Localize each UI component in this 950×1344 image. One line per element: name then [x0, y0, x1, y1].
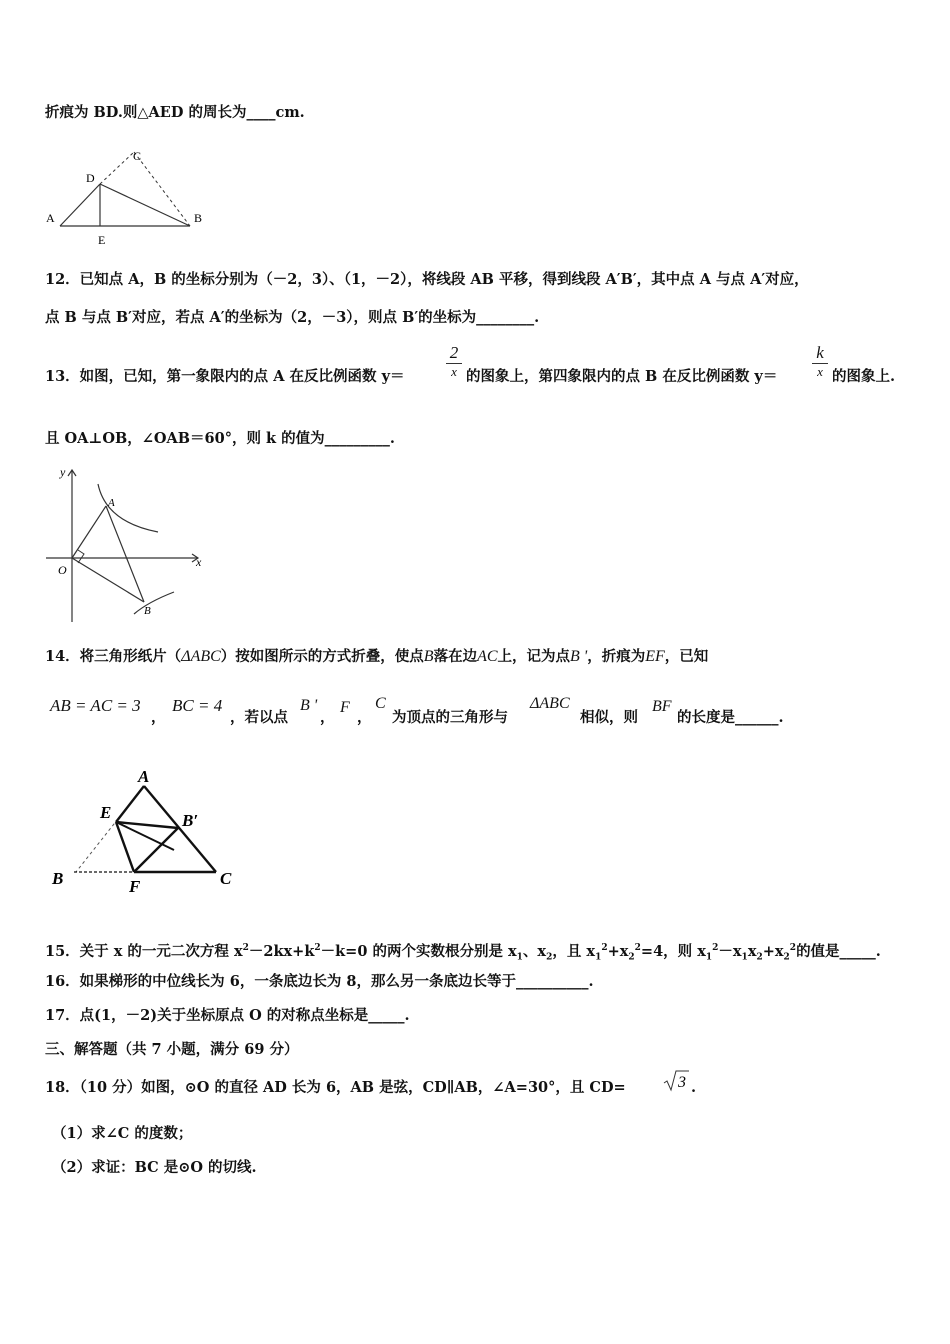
q14-line1-b: ）按如图所示的方式折叠，使点 [220, 648, 424, 665]
q14-line1-f: ，已知 [664, 648, 709, 665]
fig11-label-E: E [98, 233, 106, 247]
q15-sub-c: 1 [516, 952, 523, 963]
q14-point-bprime-2: B ' [300, 697, 318, 714]
q15-h: －x [718, 942, 742, 960]
q15-f: +x [607, 942, 629, 960]
q13-part2: 的图象上，第四象限内的点 B 在反比例函数 y＝ [466, 368, 778, 385]
q15-g: =4，则 x [640, 942, 706, 960]
q14-line1-a: 14．将三角形纸片（ [45, 648, 182, 665]
q15-e: ，且 x [552, 942, 596, 960]
q15-b: －2kx+k [248, 942, 315, 960]
q14-eq2: BC = 4 [172, 696, 223, 715]
q15-sup-f: 2 [634, 943, 641, 953]
q18-sub2: （2）求证：BC 是⊙O 的切线. [52, 1159, 257, 1176]
q14-point-b: B [423, 648, 434, 665]
q15-sub-e: 1 [595, 952, 602, 963]
q15-sub-h: 1 [741, 952, 748, 963]
figure-q13 [38, 462, 218, 632]
fig14-label-E: E [100, 803, 112, 822]
q14-line2-b: 为顶点的三角形与 [392, 709, 508, 726]
q14-segment-ef: EF [645, 648, 665, 665]
q15 [45, 938, 881, 968]
q13-frac2-denominator: x [817, 364, 823, 379]
q14-comma1: ， [151, 709, 166, 726]
q14-line1-e: ，折痕为 [587, 648, 646, 665]
figure-q14 [44, 762, 244, 898]
fig13-label-x: x [196, 555, 202, 569]
q14-line1-c: 落在边 [433, 648, 478, 665]
q13-part1: 13．如图，已知，第一象限内的点 A 在反比例函数 y＝ [45, 368, 405, 385]
fig14-label-A: A [138, 767, 150, 786]
q12-line2: 点 B 与点 B′对应，若点 A′的坐标为（2，－3），则点 B′的坐标为________. [45, 309, 540, 326]
q15-k: 的值是_____. [796, 942, 881, 960]
q14-segment-bf: BF [652, 698, 672, 715]
q14-comma3: ， [357, 709, 372, 726]
q14-line2-c: 相似，则 [580, 709, 638, 726]
fig13-label-O: O [58, 563, 67, 577]
q13-fraction-1 [446, 344, 462, 379]
q15-sup-a: 2 [242, 943, 249, 953]
q15-sup-e: 2 [601, 943, 608, 953]
fig14-label-Bprime: B′ [182, 811, 199, 830]
section-3-heading: 三、解答题（共 7 小题，满分 69 分） [45, 1041, 299, 1058]
q14-eq1: AB = AC = 3 [50, 696, 141, 715]
q14-point-c: C [375, 695, 386, 712]
q15-j: +x [762, 942, 784, 960]
q13-line2: 且 OA⊥OB，∠OAB＝60°，则 k 的值为_________. [45, 430, 395, 447]
q12-line1: 12．已知点 A，B 的坐标分别为（－2，3）、（1，－2），将线段 AB 平移，得到线段 A′B′，其中点 A 与点 A′对应， [45, 271, 809, 288]
q14-point-bprime: B ' [570, 648, 588, 665]
q14-line1 [45, 647, 708, 667]
q13-frac1-denominator: x [451, 364, 457, 379]
fig14-label-C: C [220, 869, 232, 888]
q14-triangle-abc: ΔABC [181, 648, 221, 665]
q18-end: . [691, 1079, 697, 1096]
q15-sub-d: 2 [546, 952, 553, 963]
q18-sub1: （1）求∠C 的度数； [52, 1125, 193, 1142]
q15-c: －k=0 的两个实数根分别是 x [320, 942, 517, 960]
q14-line2-a: ，若以点 [230, 709, 288, 726]
q17: 17．点(1，－2)关于坐标原点 O 的对称点坐标是_____. [45, 1007, 410, 1024]
q14-line2-d: 的长度是______. [677, 709, 784, 726]
fig13-label-A: A [108, 497, 115, 509]
q15-sub-j: 2 [783, 952, 790, 963]
fig11-label-C: C [133, 149, 142, 163]
fig13-label-y: y [60, 465, 66, 479]
q11-tail: 折痕为 BD.则△AED 的周长为____cm. [45, 104, 305, 121]
q13-fraction-2 [812, 344, 828, 379]
q18-main: 18．（10 分）如图，⊙O 的直径 AD 长为 6，AB 是弦，CD∥AB，∠A=30°，且 CD= [45, 1079, 626, 1096]
q13-frac1-numerator: 2 [449, 343, 459, 362]
q15-sup-g: 2 [712, 943, 719, 953]
fig11-label-B: B [194, 211, 203, 225]
fig14-label-B: B [52, 869, 64, 888]
fig11-label-D: D [86, 171, 95, 185]
fig13-label-B: B [144, 605, 151, 617]
q14-triangle-abc-2: ΔABC [530, 695, 570, 712]
figure-q11 [40, 142, 220, 252]
q15-sup-b: 2 [314, 943, 321, 953]
q15-sub-i: 2 [756, 952, 763, 963]
q15-sub-f: 2 [628, 952, 635, 963]
q14-point-f: F [340, 699, 350, 716]
fig14-label-F: F [129, 877, 141, 896]
q15-d: 、x [522, 942, 547, 960]
q15-i: x [747, 942, 757, 960]
q14-line1-d: 上，记为点 [497, 648, 571, 665]
q14-segment-ac: AC [477, 648, 498, 665]
fig11-label-A: A [46, 211, 55, 225]
q15-sub-g: 1 [705, 952, 713, 963]
q14-comma2: ， [320, 709, 335, 726]
q16: 16．如果梯形的中位线长为 6，一条底边长为 8，那么另一条底边长等于__________. [45, 973, 594, 990]
sqrt-icon [662, 1068, 690, 1094]
q15-a: 15．关于 x 的一元二次方程 x [45, 942, 243, 960]
q15-sup-j: 2 [789, 943, 797, 953]
q13-part3: 的图象上. [832, 368, 896, 385]
q18-sqrt-value: 3 [678, 1074, 686, 1091]
q13-frac2-numerator: k [816, 343, 824, 362]
